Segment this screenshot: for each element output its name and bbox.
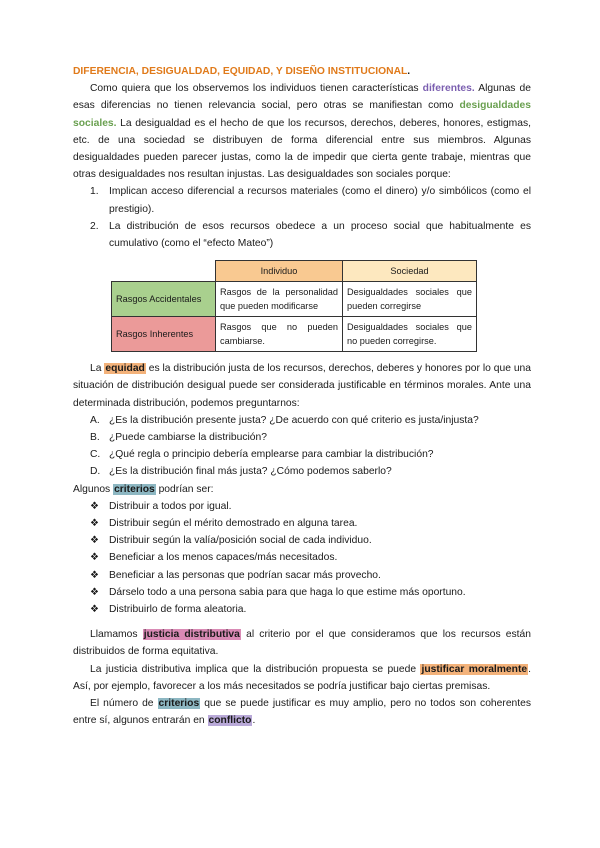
list-item: ❖ Beneficiar a los menos capaces/más necesitados. [73, 549, 531, 566]
term-equidad: equidad [105, 363, 145, 375]
list-item: ❖ Distribuir según la valía/posición social de cada individuo. [73, 532, 531, 549]
list-item: C. ¿Qué regla o principio debería emplearse para cambiar la distribución? [90, 449, 434, 461]
term-criterios: criterios [114, 483, 155, 495]
diamond-bullet-icon: ❖ [90, 552, 99, 564]
list-item: D. ¿Es la distribución final más justa? ¿Cómo podemos saberlo? [90, 466, 392, 478]
paragraph-justificar: La justicia distributiva implica que la distribución propuesta se puede justificar moralmente. Así, por ejemplo, favorecer a los más necesitados se podría justificar bajo ciertas premisas. [73, 663, 531, 692]
paragraph-intro: Como quiera que los observemos los individuos tienen características diferentes. Algunas de esas diferencias no tienen relevancia social, pero otras se manifiestan como desigualdades sociales. La desigualdad es el hecho de que los recursos, derechos, deberes, honores, estigmas, etc. de una sociedad se distribuyen de forma diferencial entre sus miembros. Algunas desigualdades pueden parecer justas, como la de impedir que cierta gente trabaje, mientras que otras desigualdades nos resultan injustas. Las desigualdades son sociales porque: [73, 83, 531, 181]
question-list [73, 412, 531, 481]
term-criterios-2: criterios [158, 698, 200, 710]
list-item: 1. Implican acceso diferencial a recursos materiales (como el dinero) y/o simbólicos (como el prestigio). [90, 186, 531, 215]
term-conflicto: conflicto [208, 715, 252, 727]
header-individuo: Individuo [216, 261, 343, 282]
cell-accidentales-individuo: Rasgos de la personalidad que pueden modificarse [216, 282, 343, 317]
list-item: B. ¿Puede cambiarse la distribución? [90, 432, 267, 444]
diamond-bullet-icon: ❖ [90, 535, 99, 547]
list-item: 2. La distribución de esos recursos obedece a un proceso social que habitualmente es cumulativo (como el “efecto Mateo”) [90, 220, 531, 250]
diamond-bullet-icon: ❖ [90, 586, 99, 598]
row-label-accidentales: Rasgos Accidentales [112, 282, 216, 317]
cell-inherentes-individuo: Rasgos que no pueden cambiarse. [216, 317, 343, 352]
term-diferentes: diferentes. [422, 83, 475, 95]
list-item: ❖ Distribuir según el mérito demostrado en alguna tarea. [73, 515, 531, 532]
term-justicia-distributiva: justicia distributiva [143, 629, 240, 641]
list-item: ❖ Distribuirlo de forma aleatoria. [73, 601, 531, 618]
document-body [73, 63, 531, 730]
list-item: ❖ Beneficiar a las personas que podrían sacar más provecho. [73, 567, 531, 584]
cell-inherentes-sociedad: Desigualdades sociales que no pueden corregirse. [343, 317, 477, 352]
rasgos-table [111, 260, 477, 352]
document-title: DIFERENCIA, DESIGUALDAD, EQUIDAD, Y DISEÑO INSTITUCIONAL. [73, 66, 411, 77]
header-sociedad: Sociedad [343, 261, 477, 282]
term-desigualdades-sociales: desigualdades sociales. [73, 100, 531, 129]
cell-accidentales-sociedad: Desigualdades sociales que pueden corregirse [343, 282, 477, 317]
paragraph-equidad: La equidad es la distribución justa de los recursos, derechos, deberes y honores por lo que una situación de distribución desigual puede ser considerada justificable en términos morales. Ante una determinada distribución, podemos preguntarnos: [73, 363, 531, 409]
term-justificar-moralmente: justificar moralmente [421, 663, 528, 675]
row-label-inherentes: Rasgos Inherentes [112, 317, 216, 352]
numbered-list [73, 183, 531, 252]
paragraph-justicia: Llamamos justicia distributiva al criterio por el que consideramos que los recursos están distribuidos de forma equitativa. [73, 629, 531, 658]
list-item: ❖ Distribuir a todos por igual. [73, 498, 531, 515]
diamond-bullet-icon: ❖ [90, 569, 99, 581]
paragraph-conflicto: El número de criterios que se puede justificar es muy amplio, pero no todos son coherentes entre sí, algunos entrarán en conflicto. [73, 698, 532, 727]
paragraph-criterios: Algunos criterios podrían ser: [73, 483, 214, 495]
list-item: A. ¿Es la distribución presente justa? ¿De acuerdo con qué criterio es justa/injusta? [90, 414, 479, 426]
criteria-list [73, 498, 531, 618]
diamond-bullet-icon: ❖ [90, 500, 99, 512]
diamond-bullet-icon: ❖ [90, 518, 99, 530]
list-item: ❖ Dárselo todo a una persona sabia para que haga lo que estime más oportuno. [73, 584, 531, 601]
diamond-bullet-icon: ❖ [90, 604, 99, 616]
